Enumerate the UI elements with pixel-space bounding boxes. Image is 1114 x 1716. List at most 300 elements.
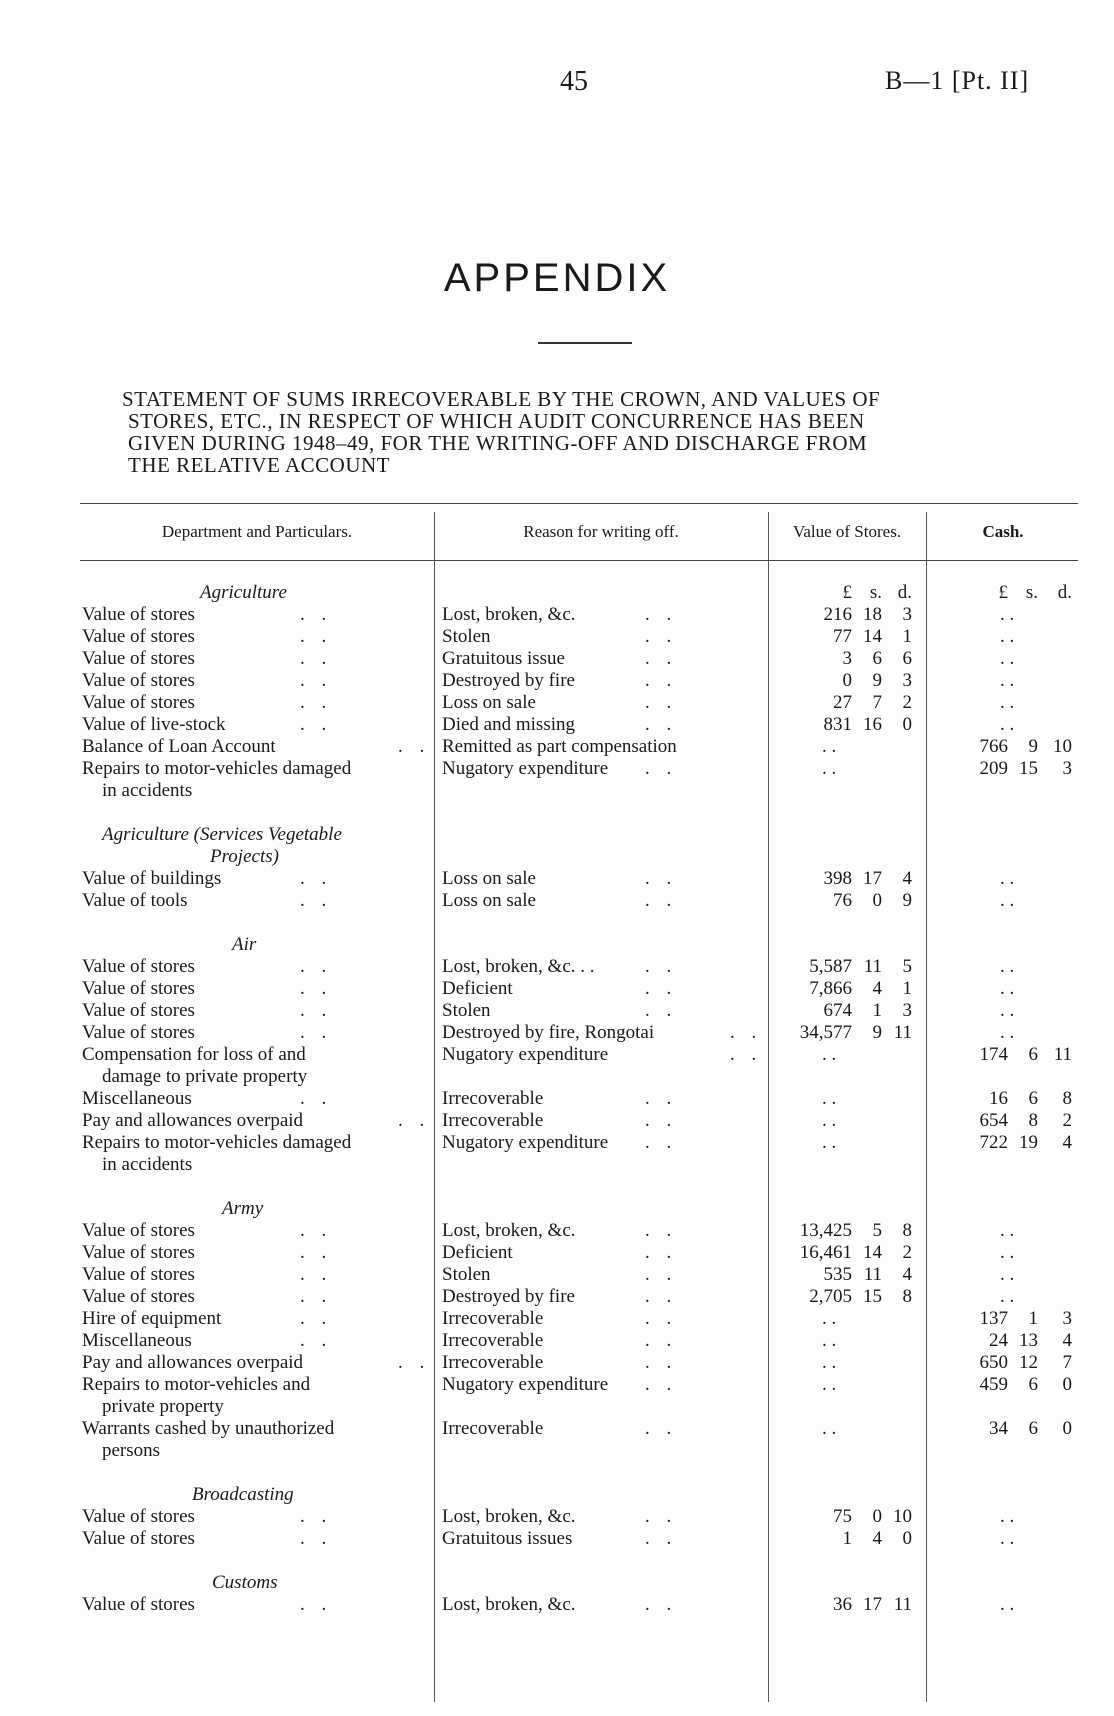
table-row — [0, 1594, 1114, 1616]
stores-pounds: 36 — [833, 1594, 852, 1615]
stores-pence: 2 — [902, 1242, 912, 1263]
reason: Lost, broken, &c. — [442, 604, 576, 625]
leader-dots: . . — [645, 890, 678, 911]
stores-pence: 11 — [893, 1022, 912, 1043]
table-row — [0, 626, 1114, 648]
stores-shillings: 18 — [863, 604, 882, 625]
stores-pence: 1 — [902, 978, 912, 999]
table-row — [0, 1506, 1114, 1528]
leader-dots: . . — [645, 978, 678, 999]
table-row-continuation — [0, 1396, 1114, 1418]
particulars: Miscellaneous — [82, 1330, 192, 1351]
table-row — [0, 1088, 1114, 1110]
cash-shillings: 19 — [1019, 1132, 1038, 1153]
reason: Deficient — [442, 978, 513, 999]
cash-empty: . . — [1000, 978, 1015, 999]
particulars: Value of stores — [82, 1506, 195, 1527]
stores-shillings: 14 — [863, 626, 882, 647]
stores-empty: . . — [822, 1088, 837, 1109]
cash-pence: 8 — [1062, 1088, 1072, 1109]
reason: Died and missing — [442, 714, 575, 735]
table-row — [0, 1264, 1114, 1286]
stores-pence: 2 — [902, 692, 912, 713]
reason: Lost, broken, &c. . . — [442, 956, 595, 977]
cash-pounds: 650 — [979, 1352, 1008, 1373]
cash-pounds: 174 — [979, 1044, 1008, 1065]
section-heading: Army — [222, 1198, 264, 1219]
leader-dots: . . — [645, 1594, 678, 1615]
reason: Stolen — [442, 1000, 491, 1021]
leader-dots: . . — [645, 648, 678, 669]
reason: Loss on sale — [442, 692, 536, 713]
cash-pence: 0 — [1062, 1374, 1072, 1395]
stores-pounds: 674 — [823, 1000, 852, 1021]
cash-empty: . . — [1000, 1594, 1015, 1615]
reason: Destroyed by fire — [442, 670, 575, 691]
leader-dots: . . — [300, 1264, 333, 1285]
table-row — [0, 1022, 1114, 1044]
stores-pounds: 0 — [842, 670, 852, 691]
leader-dots: . . — [300, 626, 333, 647]
stores-shillings: 0 — [872, 890, 882, 911]
leader-dots: . . — [645, 714, 678, 735]
table-row — [0, 670, 1114, 692]
cash-pence: 4 — [1062, 1132, 1072, 1153]
leader-dots: . . — [300, 604, 333, 625]
stores-pounds: 2,705 — [809, 1286, 852, 1307]
stores-pence: 1 — [902, 626, 912, 647]
cash-pounds: 209 — [979, 758, 1008, 779]
cash-pounds: 24 — [989, 1330, 1008, 1351]
reason: Lost, broken, &c. — [442, 1506, 576, 1527]
leader-dots: . . — [645, 1132, 678, 1153]
particulars: Pay and allowances overpaid — [82, 1352, 304, 1373]
reason: Lost, broken, &c. — [442, 1594, 576, 1615]
cash-pence: 10 — [1053, 736, 1072, 757]
leader-dots: . . — [645, 692, 678, 713]
stores-pounds: 34,577 — [799, 1022, 852, 1043]
leader-dots: . . — [730, 1022, 763, 1043]
reason: Irrecoverable — [442, 1418, 544, 1439]
particulars: Pay and allowances overpaid — [82, 1110, 304, 1131]
table-row — [0, 1220, 1114, 1242]
stores-shillings: 15 — [863, 1286, 882, 1307]
stores-shillings: 16 — [863, 714, 882, 735]
stores-shillings: 11 — [863, 956, 882, 977]
leader-dots: . . — [645, 1264, 678, 1285]
cash-shillings: 13 — [1019, 1330, 1038, 1351]
reason: Irrecoverable — [442, 1330, 544, 1351]
stores-empty: . . — [822, 1110, 837, 1131]
cash-empty: . . — [1000, 648, 1015, 669]
reason: Irrecoverable — [442, 1352, 544, 1373]
units-row — [0, 582, 1114, 604]
particulars: Value of stores — [82, 692, 195, 713]
cash-empty: . . — [1000, 604, 1015, 625]
table-row — [0, 956, 1114, 978]
table-row — [0, 1308, 1114, 1330]
cash-shillings: 6 — [1028, 1418, 1038, 1439]
stores-shillings: 1 — [872, 1000, 882, 1021]
table-row-continuation — [0, 780, 1114, 802]
particulars: Value of tools — [82, 890, 188, 911]
leader-dots: . . — [645, 1352, 678, 1373]
stores-pence: 8 — [902, 1220, 912, 1241]
reason: Loss on sale — [442, 890, 536, 911]
leader-dots: . . — [300, 670, 333, 691]
stores-pounds: 216 — [823, 604, 852, 625]
stores-pounds: 831 — [823, 714, 852, 735]
reason: Deficient — [442, 1242, 513, 1263]
stores-pence: 0 — [902, 1528, 912, 1549]
leader-dots: . . — [645, 1506, 678, 1527]
cash-empty: . . — [1000, 1022, 1015, 1043]
document-reference: B—1 [Pt. II] — [885, 66, 1030, 95]
statement-heading — [122, 387, 1078, 477]
leader-dots: . . — [300, 714, 333, 735]
particulars: Value of stores — [82, 1594, 195, 1615]
section-heading: Broadcasting — [192, 1484, 294, 1505]
cash-shillings: 6 — [1028, 1044, 1038, 1065]
particulars: Repairs to motor-vehicles damaged — [82, 1132, 352, 1153]
leader-dots: . . — [300, 1000, 333, 1021]
leader-dots: . . — [300, 1308, 333, 1329]
title-rule — [538, 342, 632, 344]
cash-empty: . . — [1000, 1220, 1015, 1241]
stores-pence: 4 — [902, 1264, 912, 1285]
section-heading: Customs — [212, 1572, 278, 1593]
leader-dots: . . — [645, 1220, 678, 1241]
particulars: Value of stores — [82, 956, 195, 977]
particulars-continued: in accidents — [102, 1154, 193, 1175]
particulars: Value of stores — [82, 1000, 195, 1021]
cash-pence: 3 — [1062, 1308, 1072, 1329]
cash-shillings: 9 — [1028, 736, 1038, 757]
table-row — [0, 1286, 1114, 1308]
cash-pence: 7 — [1062, 1352, 1072, 1373]
cash-shillings: 15 — [1019, 758, 1038, 779]
cash-shillings: 8 — [1028, 1110, 1038, 1131]
cash-empty: . . — [1000, 1528, 1015, 1549]
table-row — [0, 604, 1114, 626]
leader-dots: . . — [645, 1308, 678, 1329]
stores-pounds: 76 — [833, 890, 852, 911]
leader-dots: . . — [645, 1110, 678, 1131]
leader-dots: . . — [645, 1286, 678, 1307]
stores-shillings: 5 — [872, 1220, 882, 1241]
cash-empty: . . — [1000, 626, 1015, 647]
leader-dots: . . — [730, 1044, 763, 1065]
stores-empty: . . — [822, 1044, 837, 1065]
table-row — [0, 736, 1114, 758]
cash-pounds: 722 — [979, 1132, 1008, 1153]
stores-empty: . . — [822, 1132, 837, 1153]
leader-dots: . . — [300, 1088, 333, 1109]
leader-dots: . . — [645, 604, 678, 625]
reason: Irrecoverable — [442, 1110, 544, 1131]
particulars: Value of stores — [82, 648, 195, 669]
particulars: Value of stores — [82, 626, 195, 647]
table-row — [0, 1374, 1114, 1396]
cash-pence: 3 — [1062, 758, 1072, 779]
leader-dots: . . — [300, 1330, 333, 1351]
reason: Stolen — [442, 626, 491, 647]
statement-line: STORES, ETC., IN RESPECT OF WHICH AUDIT CONCURRENCE HAS BEEN — [128, 409, 865, 433]
stores-pounds: 398 — [823, 868, 852, 889]
table-row — [0, 1132, 1114, 1154]
leader-dots: . . — [645, 1330, 678, 1351]
unit-pence: d. — [1057, 582, 1072, 603]
stores-shillings: 4 — [872, 978, 882, 999]
stores-pence: 10 — [893, 1506, 912, 1527]
stores-pounds: 27 — [833, 692, 852, 713]
particulars: Value of stores — [82, 1528, 195, 1549]
particulars: Balance of Loan Account — [82, 736, 276, 757]
section-heading: Air — [232, 934, 257, 955]
leader-dots: . . — [300, 1286, 333, 1307]
reason: Stolen — [442, 1264, 491, 1285]
stores-shillings: 9 — [872, 1022, 882, 1043]
table-row — [0, 1352, 1114, 1374]
leader-dots: . . — [300, 868, 333, 889]
stores-shillings: 17 — [863, 1594, 882, 1615]
particulars: Compensation for loss of and — [82, 1044, 306, 1065]
cash-pence: 0 — [1062, 1418, 1072, 1439]
stores-shillings: 9 — [872, 670, 882, 691]
unit-pence: d. — [897, 582, 912, 603]
header-cash: Cash. — [982, 522, 1024, 541]
reason: Remitted as part compensation — [442, 736, 677, 757]
leader-dots: . . — [645, 868, 678, 889]
table-row — [0, 1330, 1114, 1352]
cash-empty: . . — [1000, 1506, 1015, 1527]
stores-empty: . . — [822, 758, 837, 779]
leader-dots: . . — [645, 1374, 678, 1395]
leader-dots: . . — [645, 626, 678, 647]
stores-pence: 3 — [902, 604, 912, 625]
table-row — [0, 890, 1114, 912]
cash-pounds: 654 — [979, 1110, 1008, 1131]
leader-dots: . . — [645, 670, 678, 691]
stores-shillings: 11 — [863, 1264, 882, 1285]
cash-pounds: 137 — [979, 1308, 1008, 1329]
cash-shillings: 1 — [1028, 1308, 1038, 1329]
particulars: Value of live-stock — [82, 714, 226, 735]
stores-empty: . . — [822, 1418, 837, 1439]
reason: Lost, broken, &c. — [442, 1220, 576, 1241]
reason: Nugatory expenditure — [442, 1044, 609, 1065]
table-row — [0, 1528, 1114, 1550]
particulars: Value of buildings — [82, 868, 222, 889]
stores-shillings: 14 — [863, 1242, 882, 1263]
stores-pounds: 535 — [823, 1264, 852, 1285]
cash-empty: . . — [1000, 1286, 1015, 1307]
stores-empty: . . — [822, 736, 837, 757]
leader-dots: . . — [398, 736, 431, 757]
reason: Nugatory expenditure — [442, 1374, 609, 1395]
leader-dots: . . — [300, 1528, 333, 1549]
stores-pence: 6 — [902, 648, 912, 669]
stores-pence: 8 — [902, 1286, 912, 1307]
stores-pence: 5 — [902, 956, 912, 977]
stores-pence: 11 — [893, 1594, 912, 1615]
table-row — [0, 868, 1114, 890]
header-reason: Reason for writing off. — [523, 522, 679, 541]
stores-empty: . . — [822, 1374, 837, 1395]
stores-pence: 3 — [902, 1000, 912, 1021]
table-row — [0, 1000, 1114, 1022]
section-heading: Projects) — [210, 846, 279, 867]
stores-pounds: 77 — [833, 626, 852, 647]
leader-dots: . . — [300, 1594, 333, 1615]
table-row — [0, 1418, 1114, 1440]
particulars: Repairs to motor-vehicles and — [82, 1374, 311, 1395]
leader-dots: . . — [300, 1242, 333, 1263]
unit-pound: £ — [842, 582, 852, 603]
cash-shillings: 6 — [1028, 1374, 1038, 1395]
leader-dots: . . — [300, 956, 333, 977]
cash-empty: . . — [1000, 670, 1015, 691]
stores-shillings: 17 — [863, 868, 882, 889]
particulars: Hire of equipment — [82, 1308, 222, 1329]
stores-shillings: 4 — [872, 1528, 882, 1549]
header-stores: Value of Stores. — [792, 522, 902, 541]
table-row — [0, 1110, 1114, 1132]
particulars: Value of stores — [82, 978, 195, 999]
statement-line: GIVEN DURING 1948–49, FOR THE WRITING-OFF AND DISCHARGE FROM — [128, 431, 868, 455]
particulars: Value of stores — [82, 1220, 195, 1241]
stores-pence: 0 — [902, 714, 912, 735]
leader-dots: . . — [300, 1506, 333, 1527]
leader-dots: . . — [300, 692, 333, 713]
statement-line: THE RELATIVE ACCOUNT — [128, 453, 390, 477]
table-header-rule — [80, 560, 1078, 561]
stores-empty: . . — [822, 1330, 837, 1351]
cash-pence: 2 — [1062, 1110, 1072, 1131]
leader-dots: . . — [645, 956, 678, 977]
leader-dots: . . — [300, 978, 333, 999]
leader-dots: . . — [300, 648, 333, 669]
reason: Destroyed by fire — [442, 1286, 575, 1307]
table-row-continuation — [0, 1066, 1114, 1088]
stores-empty: . . — [822, 1352, 837, 1373]
leader-dots: . . — [645, 1528, 678, 1549]
cash-pounds: 766 — [979, 736, 1008, 757]
stores-pounds: 75 — [833, 1506, 852, 1527]
appendix-title: APPENDIX — [443, 256, 671, 300]
cash-empty: . . — [1000, 890, 1015, 911]
table-row — [0, 978, 1114, 1000]
cash-pence: 11 — [1053, 1044, 1072, 1065]
stores-pence: 3 — [902, 670, 912, 691]
reason: Destroyed by fire, Rongotai — [442, 1022, 655, 1043]
cash-empty: . . — [1000, 1242, 1015, 1263]
particulars: Warrants cashed by unauthorized — [82, 1418, 335, 1439]
reason: Gratuitous issue — [442, 648, 565, 669]
table-top-rule — [80, 503, 1078, 504]
reason: Loss on sale — [442, 868, 536, 889]
table-row — [0, 648, 1114, 670]
particulars-continued: damage to private property — [102, 1066, 308, 1087]
unit-pound: £ — [998, 582, 1008, 603]
stores-pounds: 5,587 — [809, 956, 852, 977]
leader-dots: . . — [300, 1220, 333, 1241]
particulars: Value of stores — [82, 1264, 195, 1285]
leader-dots: . . — [645, 1000, 678, 1021]
table-row-continuation — [0, 1154, 1114, 1176]
particulars: Repairs to motor-vehicles damaged — [82, 758, 352, 779]
leader-dots: . . — [300, 1022, 333, 1043]
stores-empty: . . — [822, 1308, 837, 1329]
particulars: Value of stores — [82, 1286, 195, 1307]
particulars: Value of stores — [82, 1242, 195, 1263]
leader-dots: . . — [398, 1110, 431, 1131]
table-row — [0, 1044, 1114, 1066]
stores-pence: 4 — [902, 868, 912, 889]
particulars-continued: private property — [102, 1396, 224, 1417]
cash-empty: . . — [1000, 1000, 1015, 1021]
cash-pounds: 459 — [979, 1374, 1008, 1395]
stores-shillings: 0 — [872, 1506, 882, 1527]
particulars: Value of stores — [82, 604, 195, 625]
reason: Gratuitous issues — [442, 1528, 573, 1549]
leader-dots: . . — [398, 1352, 431, 1373]
table-row — [0, 692, 1114, 714]
stores-pence: 9 — [902, 890, 912, 911]
particulars: Miscellaneous — [82, 1088, 192, 1109]
stores-pounds: 3 — [842, 648, 852, 669]
cash-pence: 4 — [1062, 1330, 1072, 1351]
leader-dots: . . — [645, 1418, 678, 1439]
reason: Irrecoverable — [442, 1308, 544, 1329]
table-row — [0, 1242, 1114, 1264]
particulars-continued: in accidents — [102, 780, 193, 801]
particulars: Value of stores — [82, 1022, 195, 1043]
stores-pounds: 13,425 — [799, 1220, 852, 1241]
cash-empty: . . — [1000, 1264, 1015, 1285]
cash-pounds: 34 — [989, 1418, 1008, 1439]
header-particulars: Department and Particulars. — [161, 522, 353, 541]
cash-empty: . . — [1000, 692, 1015, 713]
leader-dots: . . — [645, 1242, 678, 1263]
cash-pounds: 16 — [989, 1088, 1008, 1109]
section-heading: Agriculture — [200, 582, 287, 603]
page-number: 45 — [560, 66, 588, 97]
stores-shillings: 6 — [872, 648, 882, 669]
unit-shilling: s. — [869, 582, 882, 603]
section-heading: Agriculture (Services Vegetable — [102, 824, 342, 845]
reason: Irrecoverable — [442, 1088, 544, 1109]
cash-empty: . . — [1000, 868, 1015, 889]
statement-line: STATEMENT OF SUMS IRRECOVERABLE BY THE CROWN, AND VALUES OF — [122, 387, 881, 411]
stores-pounds: 16,461 — [799, 1242, 852, 1263]
unit-shilling: s. — [1025, 582, 1038, 603]
leader-dots: . . — [645, 1088, 678, 1109]
table-row — [0, 758, 1114, 780]
reason: Nugatory expenditure — [442, 758, 609, 779]
particulars-continued: persons — [102, 1440, 161, 1461]
cash-shillings: 12 — [1019, 1352, 1038, 1373]
cash-empty: . . — [1000, 956, 1015, 977]
table-row-continuation — [0, 1440, 1114, 1462]
stores-shillings: 7 — [872, 692, 882, 713]
stores-pounds: 7,866 — [809, 978, 852, 999]
stores-pounds: 1 — [842, 1528, 852, 1549]
cash-empty: . . — [1000, 714, 1015, 735]
leader-dots: . . — [300, 890, 333, 911]
leader-dots: . . — [645, 758, 678, 779]
cash-shillings: 6 — [1028, 1088, 1038, 1109]
